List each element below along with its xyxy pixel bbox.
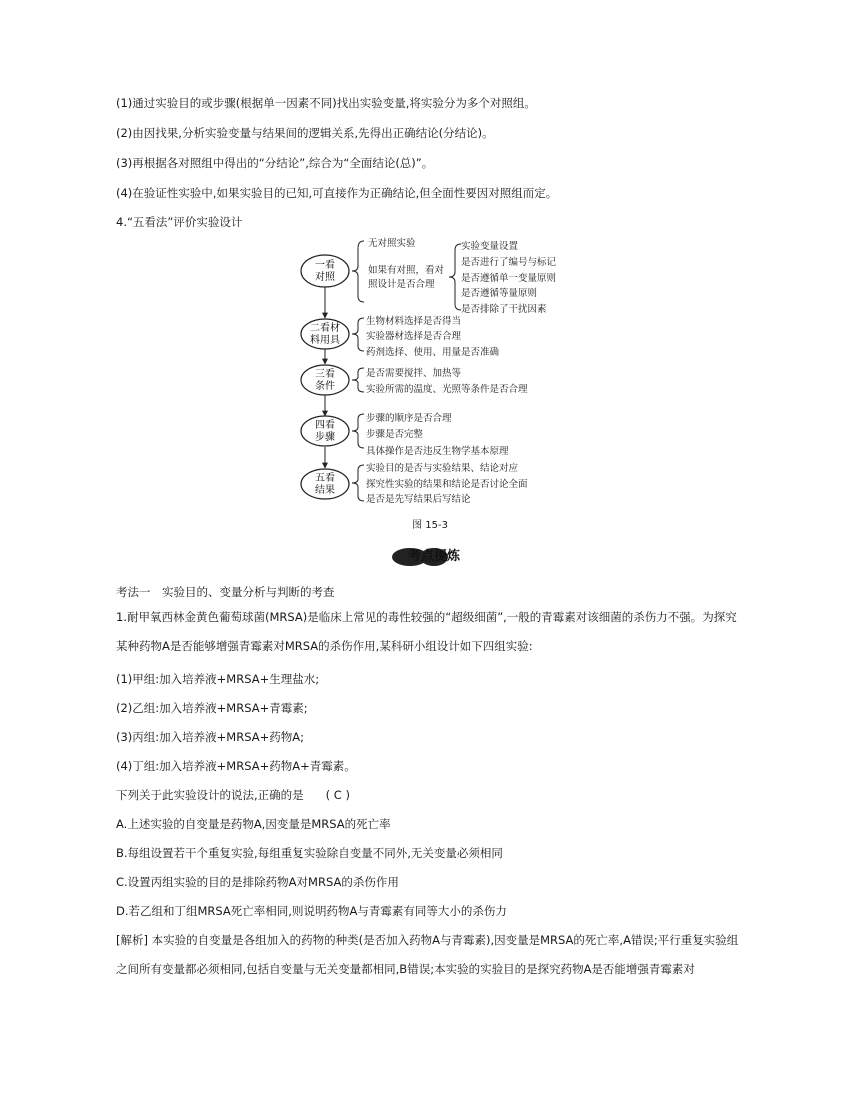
- node-look2-line1: 二看材: [310, 323, 340, 334]
- look3-item-1: 是否需要搅拌、加热等: [366, 368, 462, 379]
- node-look1: [301, 255, 349, 287]
- section-banner: [388, 546, 480, 568]
- question-1-answer: ( C ): [325, 788, 350, 802]
- question-1-stem: 1.耐甲氧西林金黄色葡萄球菌(MRSA)是临床上常见的毒性较强的“超级细菌”,一般的青霉素对该细菌的杀伤力不强。为探究某种药物A是否能够增强青霉素对MRSA的杀伤作用,某科研小组设计如下四组实验:: [116, 610, 737, 653]
- node-look1-line2: 对照: [315, 272, 335, 283]
- brace-look1: [352, 241, 364, 302]
- method-1-title: 考法一 实验目的、变量分析与判断的考查: [116, 585, 335, 599]
- node-look3-line2: 条件: [315, 381, 335, 392]
- question-1-prompt-line: [116, 788, 746, 802]
- node-look1-line1: 一看: [315, 260, 335, 271]
- five-look-diagram: [0, 0, 860, 520]
- node-look4-line1: 四看: [315, 420, 335, 431]
- option-d: D.若乙组和丁组MRSA死亡率相同,则说明药物A与青霉素有同等大小的杀伤力: [116, 904, 507, 918]
- look1-has-control-1: 如果有对照，看对: [368, 265, 445, 276]
- look4-item-3: 具体操作是否违反生物学基本原理: [366, 446, 509, 457]
- look5-item-3: 是否是先写结果后写结论: [366, 494, 471, 505]
- node-look4: [301, 416, 349, 446]
- look2-item-3: 药剂选择、使用、用量是否准确: [366, 347, 500, 358]
- node-look2: [301, 319, 349, 349]
- look1-has-control-2: 照设计是否合理: [368, 279, 435, 290]
- step-3: (3)再根据各对照组中得出的“分结论”,综合为“全面结论(总)”。: [116, 156, 434, 170]
- brace-look3: [352, 368, 364, 392]
- look4-item-1: 步骤的顺序是否合理: [366, 413, 452, 424]
- option-c: C.设置丙组实验的目的是排除药物A对MRSA的杀伤作用: [116, 875, 399, 889]
- look1-sub-3: 是否遵循单一变量原则: [461, 273, 557, 284]
- look4-item-2: 步骤是否完整: [366, 429, 424, 440]
- group-2: (2)乙组:加入培养液+MRSA+青霉素;: [116, 701, 308, 715]
- node-look5-line2: 结果: [315, 485, 335, 496]
- look1-sub-2: 是否进行了编号与标记: [461, 257, 557, 268]
- look1-no-control: 无对照实验: [368, 238, 416, 249]
- group-1: (1)甲组:加入培养液+MRSA+生理盐水;: [116, 672, 320, 686]
- brace-look4: [352, 414, 364, 448]
- node-look3: [301, 365, 349, 395]
- node-look2-line2: 料用具: [310, 335, 340, 346]
- step-1: (1)通过实验目的或步骤(根据单一因素不同)找出实验变量,将实验分为多个对照组。: [116, 96, 536, 110]
- brace-look5: [352, 465, 364, 501]
- question-1-prompt: 下列关于此实验设计的说法,正确的是: [116, 788, 304, 802]
- look1-sub-5: 是否排除了干扰因素: [461, 304, 547, 315]
- node-look3-line1: 三看: [315, 369, 335, 380]
- look5-item-1: 实验目的是否与实验结果、结论对应: [366, 463, 519, 474]
- step-2: (2)由因找果,分析实验变量与结果间的逻辑关系,先得出正确结论(分结论)。: [116, 126, 494, 140]
- banner-text: 考点提炼: [407, 549, 460, 564]
- section-4-title: 4.“五看法”评价实验设计: [116, 215, 243, 229]
- group-4: (4)丁组:加入培养液+MRSA+药物A+青霉素。: [116, 759, 356, 773]
- brace-look2: [352, 318, 364, 351]
- node-look4-line2: 步骤: [315, 432, 335, 443]
- step-4: (4)在验证性实验中,如果实验目的已知,可直接作为正确结论,但全面性要因对照组而定。: [116, 186, 558, 200]
- look5-item-2: 探究性实验的结果和结论是否讨论全面: [366, 479, 528, 490]
- option-b: B.每组设置若干个重复实验,每组重复实验除自变量不同外,无关变量必须相同: [116, 846, 503, 860]
- look3-item-2: 实验所需的温度、光照等条件是否合理: [366, 384, 528, 395]
- look1-sub-1: 实验变量设置: [461, 241, 519, 252]
- analysis-text: [解析] 本实验的自变量是各组加入的药物的种类(是否加入药物A与青霉素),因变量是MRSA的死亡率,A错误;平行重复实验组之间所有变量都必须相同,包括自变量与无关变量都相同,B错误;本实验的实验目的是探究药物A是否能增强青霉素对: [116, 933, 739, 976]
- option-a: A.上述实验的自变量是药物A,因变量是MRSA的死亡率: [116, 817, 391, 831]
- node-look5: [301, 469, 349, 499]
- look1-sub-4: 是否遵循等量原则: [461, 288, 538, 299]
- group-3: (3)丙组:加入培养液+MRSA+药物A;: [116, 730, 304, 744]
- look2-item-2: 实验器材选择是否合理: [366, 331, 462, 342]
- node-look5-line1: 五看: [315, 473, 335, 484]
- figure-caption: 图 15-3: [412, 520, 448, 531]
- look2-item-1: 生物材料选择是否得当: [366, 316, 462, 327]
- brace-look1-sub: [449, 244, 461, 310]
